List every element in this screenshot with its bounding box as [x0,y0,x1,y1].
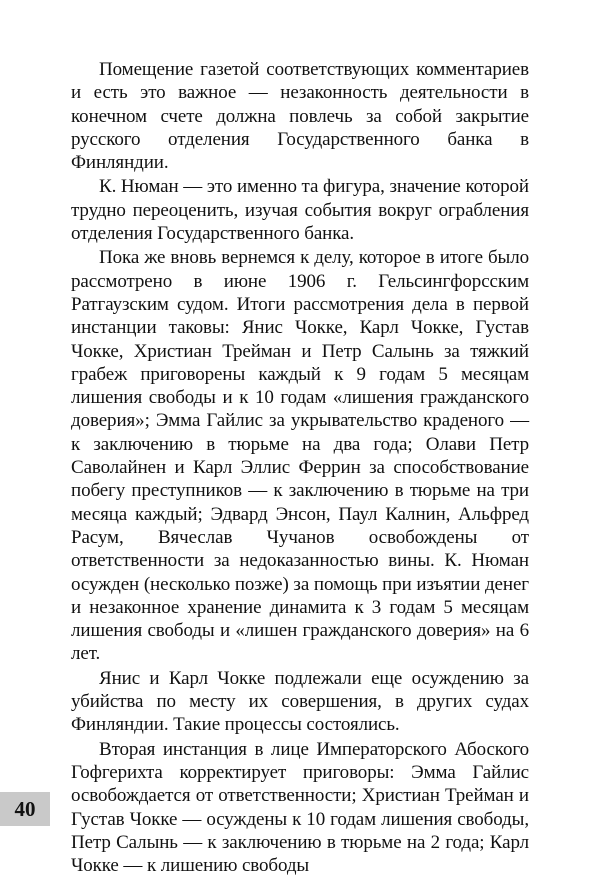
paragraph-2: К. Нюман — это именно та фигура, значение которой трудно переоценить, изучая события вокруг ограбления отделения Государственного банка. [71,176,529,245]
page-number-badge [0,792,50,826]
paragraph-5: Вторая инстанция в лице Императорского Абоского Гофгерихта корректирует приговоры: Эмма Гайлис освобождается от ответственности; Христиан Трейман и Густав Чокке — осуждены к 10 годам лишения свободы, Петр Салынь — к заключению в тюрьме на 2 года; Карл Чокке — к лишению свободы [71,738,529,877]
paragraph-1: Помещение газетой соответствующих комментариев и есть это важное — незаконность деятельности в конечном счете должна повлечь за собой закрытие русского отделения Государственного банка в Финляндии. [71,59,529,174]
paragraph-3: Пока же вновь вернемся к делу, которое в итоге было рассмотрено в июне 1906 г. Гельсингфорсским Ратгаузским судом. Итоги рассмотрения дела в первой инстанции таковы: Янис Чокке, Карл Чокке, Густав Чокке, Христиан Трейман и Петр Салынь за тяжкий грабеж приговорены каждый к 9 годам 5 месяцам лишения свободы и к 10 годам «лишения гражданского доверия»; Эмма Гайлис за укрывательство краденого — к заключению в тюрьме на два года; Олави Петр Саволайнен и Карл Эллис Феррин за способствование побегу преступников — к заключению в тюрьме на три месяца каждый; Эдвард Энсон, Паул Калнин, Альфред Расум, Вячеслав Чучанов освобождены от ответственности за недоказанностью вины. К. Нюман осужден (несколько позже) за помощь при изъятии денег и незаконное хранение динамита к 3 годам 5 месяцам лишения свободы и «лишен гражданского доверия» на 6 лет. [71,247,529,665]
paragraph-4: Янис и Карл Чокке подлежали еще осуждению за убийства по месту их совершения, в других судах Финляндии. Такие процессы состоялись. [71,667,529,736]
page-body [71,58,529,877]
page-number: 40 [14,796,36,821]
